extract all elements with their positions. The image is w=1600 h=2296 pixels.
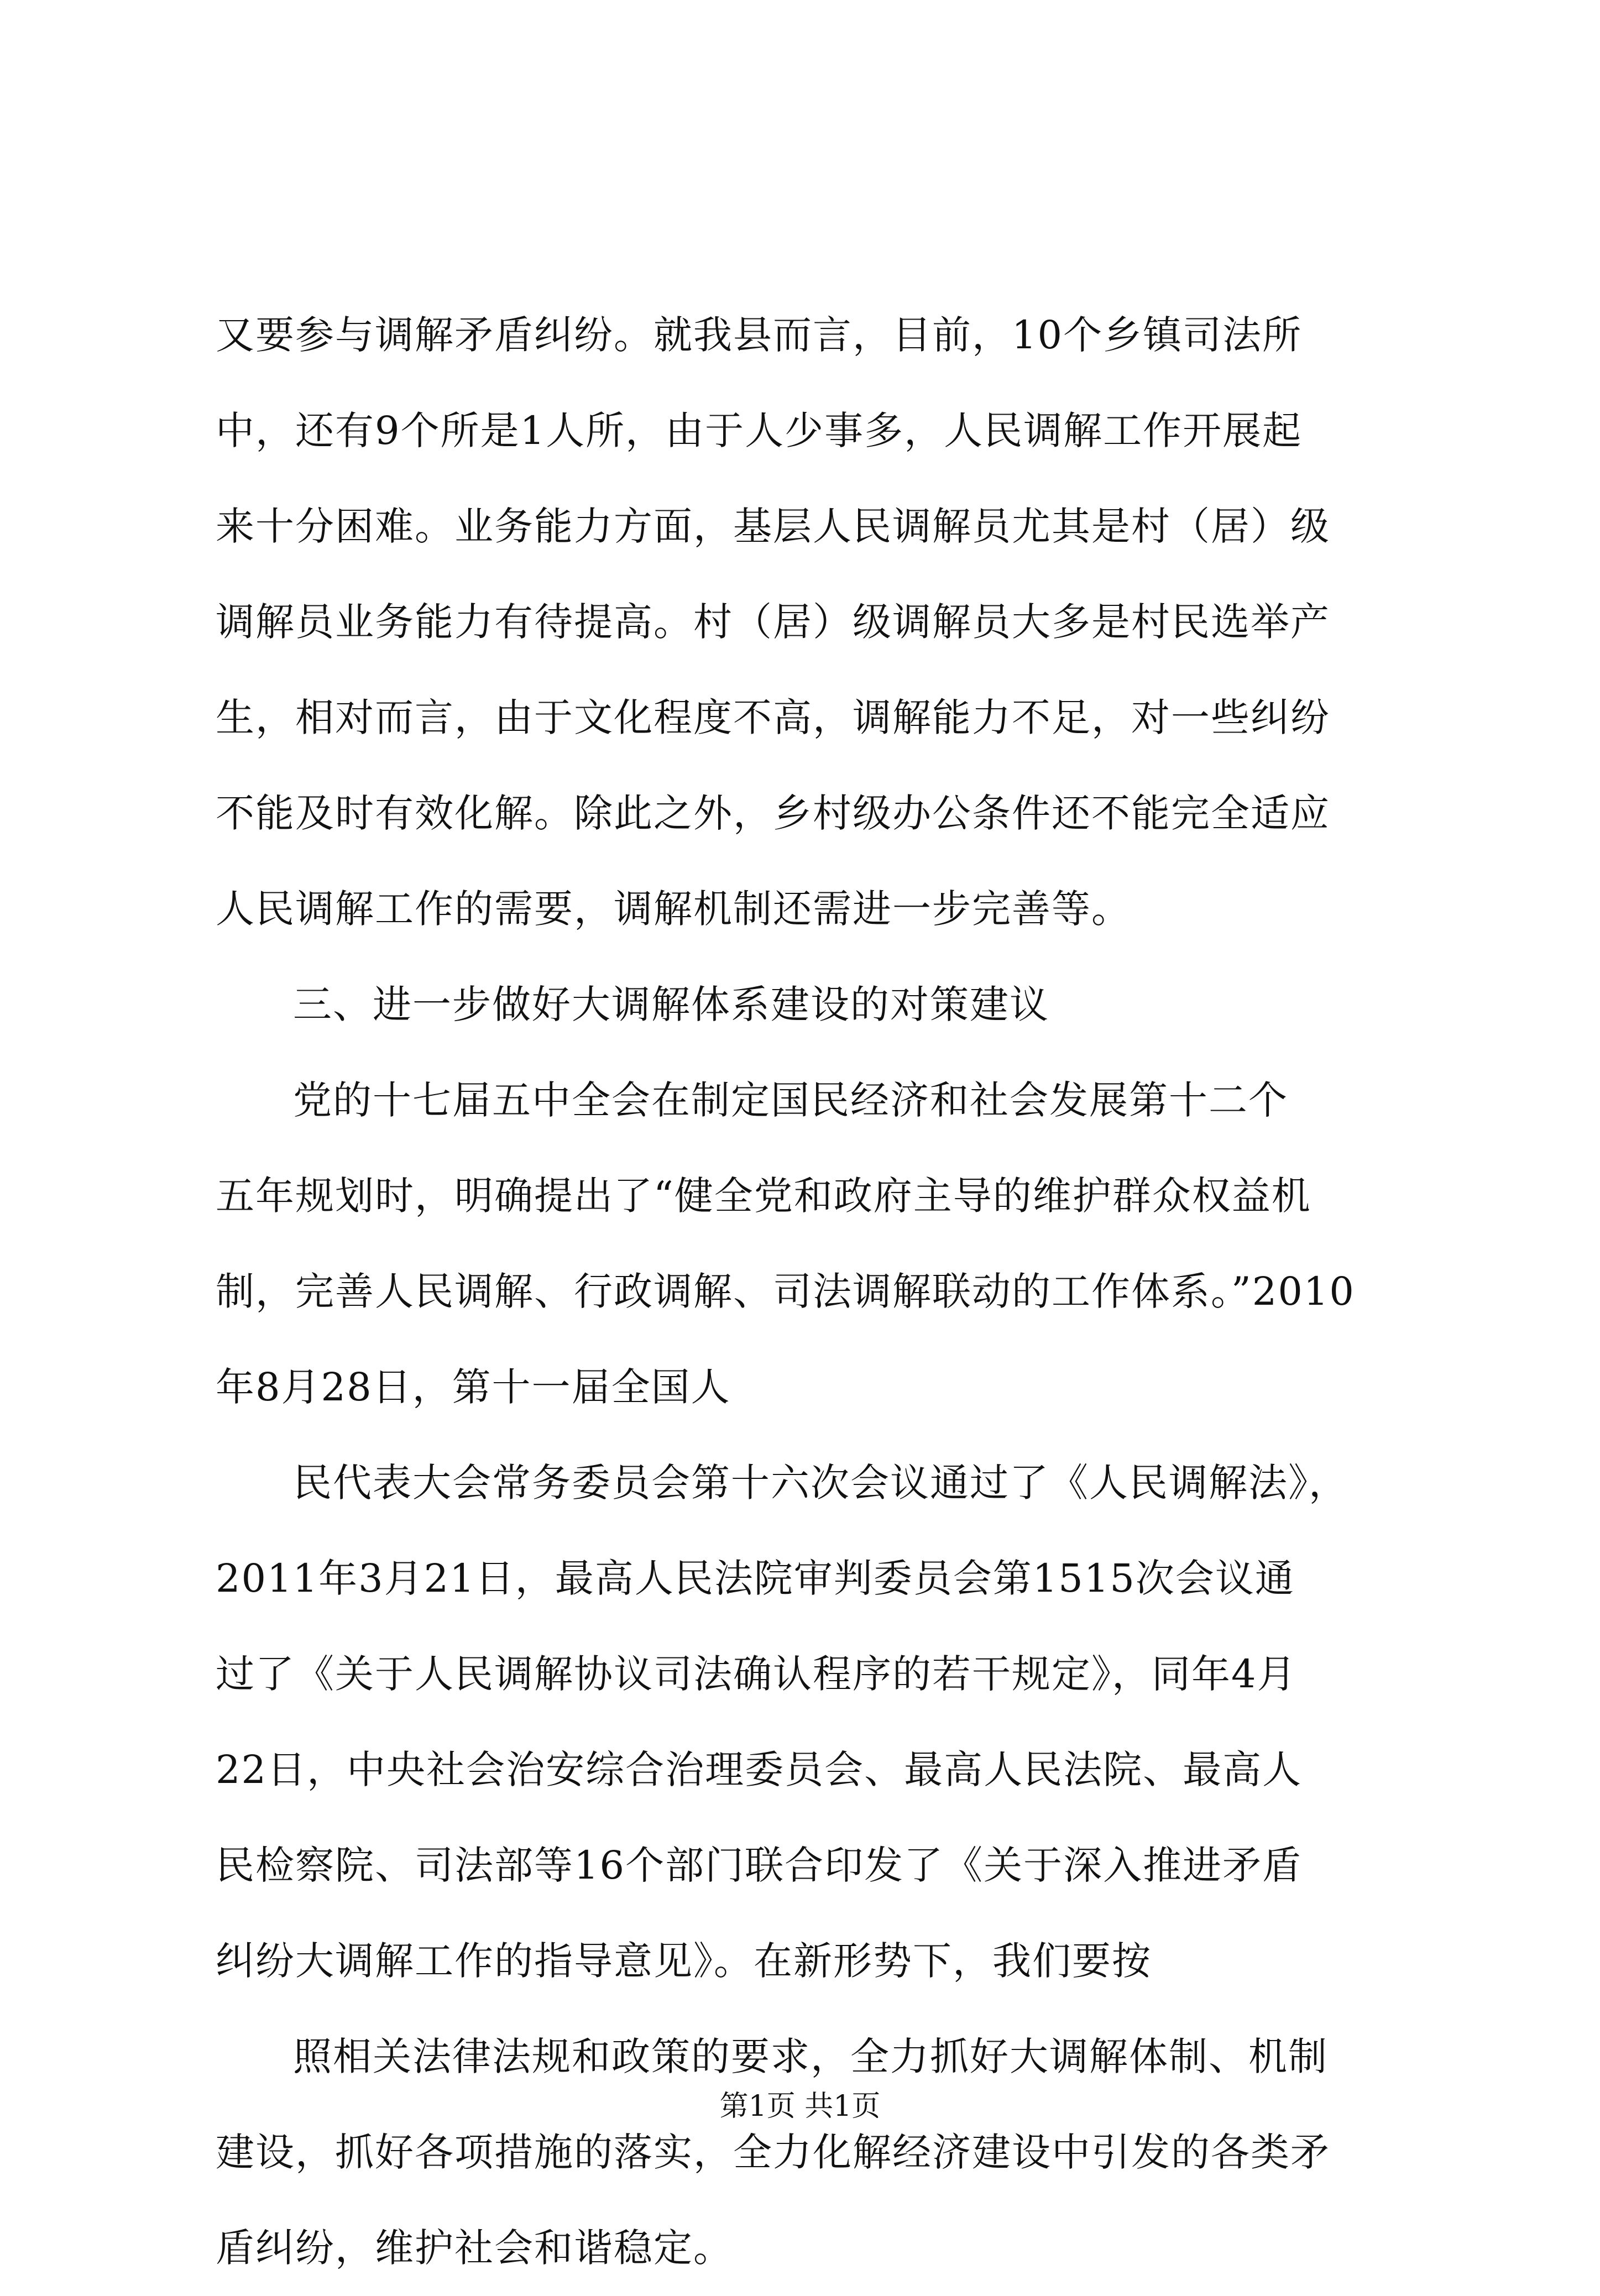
text-line: 人民调解工作的需要，调解机制还需进一步完善等。 [216, 886, 1131, 932]
text-line: 纠纷大调解工作的指导意见》。在新形势下，我们要按 [216, 1938, 1152, 1984]
text-line: 22日，中央社会治安综合治理委员会、最高人民法院、最高人 [216, 1747, 1303, 1792]
text-line: 过了《关于人民调解协议司法确认程序的若干规定》，同年4月 [216, 1651, 1297, 1697]
text-line: 民代表大会常务委员会第十六次会议通过了《人民调解法》， [293, 1460, 1348, 1505]
text-line: 生，相对而言，由于文化程度不高，调解能力不足，对一些纠纷 [216, 695, 1330, 740]
text-line: 照相关法律法规和政策的要求，全力抓好大调解体制、机制 [293, 2034, 1328, 2079]
text-line: 五年规划时，明确提出了“健全党和政府主导的维护群众权益机 [216, 1173, 1311, 1218]
text-line: 年8月28日，第十一届全国人 [216, 1364, 731, 1410]
page-footer [0, 2084, 1600, 2128]
section-heading: 三、进一步做好大调解体系建设的对策建议 [293, 982, 1049, 1027]
text-line: 中，还有9个所是1人所，由于人少事多，人民调解工作开展起 [216, 408, 1303, 453]
document-body [216, 287, 1415, 2296]
text-line: 党的十七届五中全会在制定国民经济和社会发展第十二个 [293, 1078, 1288, 1123]
text-line: 民检察院、司法部等16个部门联合印发了《关于深入推进矛盾 [216, 1843, 1303, 1888]
text-line: 建设，抓好各项措施的落实，全力化解经济建设中引发的各类矛 [216, 2130, 1330, 2175]
text-line: 调解员业务能力有待提高。村（居）级调解员大多是村民选举产 [216, 599, 1330, 645]
text-line: 又要参与调解矛盾纠纷。就我县而言，目前，10个乡镇司法所 [216, 312, 1303, 358]
text-line: 2011年3月21日，最高人民法院审判委员会第1515次会议通 [216, 1556, 1295, 1601]
text-line: 盾纠纷，维护社会和谐稳定。 [216, 2225, 733, 2271]
page-number: 第1页 共1页 [719, 2090, 881, 2123]
text-line: 制，完善人民调解、行政调解、司法调解联动的工作体系。”2010 [216, 1269, 1355, 1314]
text-line: 来十分困难。业务能力方面，基层人民调解员尤其是村（居）级 [216, 504, 1330, 549]
text-line: 不能及时有效化解。除此之外，乡村级办公条件还不能完全适应 [216, 791, 1330, 836]
